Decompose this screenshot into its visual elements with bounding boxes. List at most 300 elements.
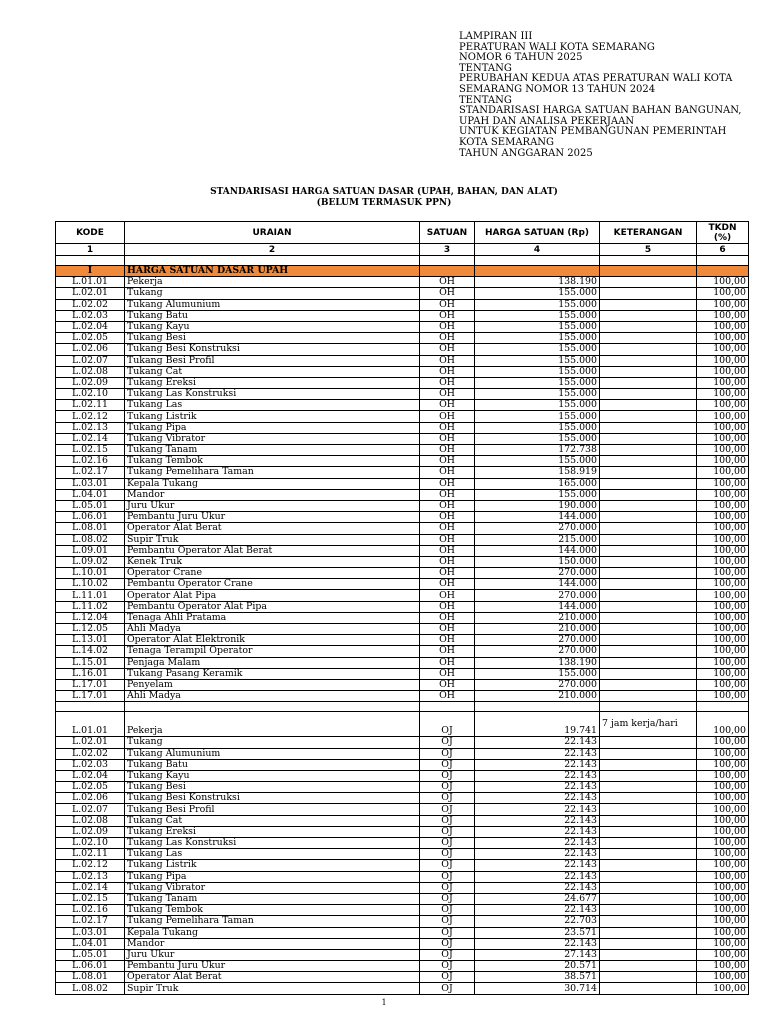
cell-keterangan bbox=[600, 377, 697, 388]
cell-satuan: OH bbox=[420, 512, 475, 523]
cell-kode: L.02.08 bbox=[56, 815, 125, 826]
cell-kode: L.05.01 bbox=[56, 500, 125, 511]
document-title bbox=[0, 187, 768, 209]
cell-satuan: OJ bbox=[420, 838, 475, 849]
cell-satuan: OH bbox=[420, 556, 475, 567]
table-header-row bbox=[56, 222, 749, 244]
cell-harga: 22.143 bbox=[475, 838, 600, 849]
cell-uraian: Penyelam bbox=[125, 679, 420, 690]
header-line: KOTA SEMARANG bbox=[459, 136, 555, 148]
cell-keterangan bbox=[600, 467, 697, 478]
cell-uraian: Tukang Cat bbox=[125, 815, 420, 826]
cell-satuan: OH bbox=[420, 277, 475, 288]
table-row bbox=[56, 815, 749, 826]
cell-harga: 210.000 bbox=[475, 624, 600, 635]
cell-harga: 22.143 bbox=[475, 737, 600, 748]
cell-keterangan bbox=[600, 333, 697, 344]
cell-uraian: Tukang Pasang Keramik bbox=[125, 668, 420, 679]
cell-tkdn: 100,00 bbox=[697, 467, 749, 478]
table-row bbox=[56, 793, 749, 804]
cell-keterangan bbox=[600, 860, 697, 871]
cell-keterangan bbox=[600, 893, 697, 904]
cell-kode: L.05.01 bbox=[56, 949, 125, 960]
cell-kode: L.11.01 bbox=[56, 590, 125, 601]
table-row bbox=[56, 310, 749, 321]
header-line: NOMOR 6 TAHUN 2025 bbox=[459, 52, 583, 64]
cell-kode: L.02.13 bbox=[56, 422, 125, 433]
cell-uraian: Mandor bbox=[125, 489, 420, 500]
table-row bbox=[56, 624, 749, 635]
table-row bbox=[56, 748, 749, 759]
cell-harga: 155.000 bbox=[475, 422, 600, 433]
cell-keterangan bbox=[600, 500, 697, 511]
cell-kode: L.10.01 bbox=[56, 568, 125, 579]
cell-harga: 144.000 bbox=[475, 601, 600, 612]
cell-tkdn: 100,00 bbox=[697, 983, 749, 994]
spacer-row bbox=[56, 702, 749, 712]
cell-keterangan bbox=[600, 905, 697, 916]
cell-tkdn: 100,00 bbox=[697, 871, 749, 882]
cell-tkdn: 100,00 bbox=[697, 489, 749, 500]
cell-tkdn: 100,00 bbox=[697, 456, 749, 467]
cell-tkdn: 100,00 bbox=[697, 815, 749, 826]
table-row bbox=[56, 905, 749, 916]
cell-keterangan bbox=[600, 759, 697, 770]
cell-kode: L.03.01 bbox=[56, 927, 125, 938]
table-row bbox=[56, 635, 749, 646]
cell-harga: 22.143 bbox=[475, 793, 600, 804]
cell-kode: L.02.17 bbox=[56, 916, 125, 927]
table-row bbox=[56, 972, 749, 983]
cell-satuan: OJ bbox=[420, 905, 475, 916]
cell-kode: L.09.01 bbox=[56, 545, 125, 556]
col-header-harga: HARGA SATUAN (Rp) bbox=[475, 222, 600, 244]
cell-harga: 22.143 bbox=[475, 826, 600, 837]
cell-keterangan bbox=[600, 545, 697, 556]
cell-tkdn: 100,00 bbox=[697, 612, 749, 623]
cell-harga: 22.143 bbox=[475, 804, 600, 815]
cell-keterangan: 7 jam kerja/hari bbox=[600, 712, 697, 737]
col-header-uraian: URAIAN bbox=[125, 222, 420, 244]
cell-satuan: OH bbox=[420, 534, 475, 545]
cell-kode: L.10.02 bbox=[56, 579, 125, 590]
cell-uraian: Tukang Besi Profil bbox=[125, 355, 420, 366]
table-row bbox=[56, 556, 749, 567]
table-row bbox=[56, 299, 749, 310]
cell-keterangan bbox=[600, 737, 697, 748]
cell-uraian: Tukang Las Konstruksi bbox=[125, 389, 420, 400]
cell-kode: L.01.01 bbox=[56, 277, 125, 288]
cell-keterangan bbox=[600, 793, 697, 804]
cell-kode: L.02.06 bbox=[56, 793, 125, 804]
cell-kode: L.02.16 bbox=[56, 905, 125, 916]
table-row bbox=[56, 344, 749, 355]
cell-harga: 19.741 bbox=[475, 712, 600, 737]
cell-tkdn: 100,00 bbox=[697, 646, 749, 657]
cell-satuan: OJ bbox=[420, 860, 475, 871]
cell-satuan: OH bbox=[420, 366, 475, 377]
cell-uraian: Tukang Las bbox=[125, 849, 420, 860]
cell-tkdn: 100,00 bbox=[697, 737, 749, 748]
cell-uraian: Tukang Cat bbox=[125, 366, 420, 377]
cell-harga: 270.000 bbox=[475, 646, 600, 657]
cell-satuan: OH bbox=[420, 478, 475, 489]
cell-uraian: Operator Alat Elektronik bbox=[125, 635, 420, 646]
cell-harga: 155.000 bbox=[475, 321, 600, 332]
cell-harga: 22.143 bbox=[475, 905, 600, 916]
cell-uraian: Tukang Besi Konstruksi bbox=[125, 344, 420, 355]
table-row bbox=[56, 478, 749, 489]
cell-keterangan bbox=[600, 579, 697, 590]
cell-tkdn: 100,00 bbox=[697, 377, 749, 388]
title-line-2: (BELUM TERMASUK PPN) bbox=[316, 198, 452, 208]
cell-harga: 270.000 bbox=[475, 590, 600, 601]
cell-tkdn: 100,00 bbox=[697, 333, 749, 344]
cell-uraian: Tukang Pemelihara Taman bbox=[125, 467, 420, 478]
cell-kode: L.08.02 bbox=[56, 534, 125, 545]
table-row bbox=[56, 568, 749, 579]
cell-harga: 22.143 bbox=[475, 748, 600, 759]
cell-keterangan bbox=[600, 972, 697, 983]
table-row bbox=[56, 377, 749, 388]
cell-uraian: Pembantu Juru Ukur bbox=[125, 961, 420, 972]
cell-satuan: OH bbox=[420, 377, 475, 388]
cell-uraian: Tukang bbox=[125, 737, 420, 748]
table-row bbox=[56, 355, 749, 366]
cell-kode: L.06.01 bbox=[56, 512, 125, 523]
cell-harga: 155.000 bbox=[475, 377, 600, 388]
table-row bbox=[56, 489, 749, 500]
cell-harga: 22.703 bbox=[475, 916, 600, 927]
cell-uraian: Tukang Batu bbox=[125, 759, 420, 770]
cell-tkdn: 100,00 bbox=[697, 445, 749, 456]
table-row bbox=[56, 500, 749, 511]
cell-kode: L.04.01 bbox=[56, 938, 125, 949]
cell-harga: 22.143 bbox=[475, 882, 600, 893]
cell-harga: 22.143 bbox=[475, 815, 600, 826]
table-row bbox=[56, 366, 749, 377]
cell-tkdn: 100,00 bbox=[697, 601, 749, 612]
cell-tkdn: 100,00 bbox=[697, 556, 749, 567]
cell-harga: 215.000 bbox=[475, 534, 600, 545]
table-row bbox=[56, 590, 749, 601]
section-number: I bbox=[56, 266, 125, 277]
table-row bbox=[56, 456, 749, 467]
cell-harga: 155.000 bbox=[475, 489, 600, 500]
cell-harga: 22.143 bbox=[475, 938, 600, 949]
cell-keterangan bbox=[600, 534, 697, 545]
cell-kode: L.16.01 bbox=[56, 668, 125, 679]
cell-satuan: OH bbox=[420, 467, 475, 478]
cell-kode: L.04.01 bbox=[56, 489, 125, 500]
cell-harga: 155.000 bbox=[475, 433, 600, 444]
table-row bbox=[56, 523, 749, 534]
cell-kode: L.02.12 bbox=[56, 860, 125, 871]
table-row bbox=[56, 646, 749, 657]
cell-keterangan bbox=[600, 916, 697, 927]
cell-tkdn: 100,00 bbox=[697, 860, 749, 871]
cell-keterangan bbox=[600, 657, 697, 668]
cell-satuan: OJ bbox=[420, 815, 475, 826]
cell-kode: L.08.01 bbox=[56, 972, 125, 983]
cell-satuan: OH bbox=[420, 691, 475, 702]
cell-uraian: Operator Alat Berat bbox=[125, 972, 420, 983]
header-line: STANDARISASI HARGA SATUAN BAHAN BANGUNAN, bbox=[459, 105, 742, 117]
cell-harga: 155.000 bbox=[475, 288, 600, 299]
cell-uraian: Tukang Tembok bbox=[125, 456, 420, 467]
table-row bbox=[56, 389, 749, 400]
cell-uraian: Tenaga Terampil Operator bbox=[125, 646, 420, 657]
cell-tkdn: 100,00 bbox=[697, 478, 749, 489]
cell-kode: L.02.01 bbox=[56, 737, 125, 748]
cell-keterangan bbox=[600, 782, 697, 793]
cell-uraian: Tukang Besi Profil bbox=[125, 804, 420, 815]
cell-uraian: Pekerja bbox=[125, 277, 420, 288]
table-row bbox=[56, 759, 749, 770]
cell-harga: 155.000 bbox=[475, 355, 600, 366]
cell-tkdn: 100,00 bbox=[697, 770, 749, 781]
table-row bbox=[56, 893, 749, 904]
cell-harga: 30.714 bbox=[475, 983, 600, 994]
cell-kode: L.02.02 bbox=[56, 299, 125, 310]
cell-tkdn: 100,00 bbox=[697, 748, 749, 759]
cell-tkdn: 100,00 bbox=[697, 512, 749, 523]
cell-harga: 210.000 bbox=[475, 612, 600, 623]
table-row bbox=[56, 938, 749, 949]
cell-uraian: Ahli Madya bbox=[125, 624, 420, 635]
cell-tkdn: 100,00 bbox=[697, 411, 749, 422]
header-line: UPAH DAN ANALISA PEKERJAAN bbox=[459, 115, 635, 127]
cell-tkdn: 100,00 bbox=[697, 523, 749, 534]
cell-uraian: Tenaga Ahli Pratama bbox=[125, 612, 420, 623]
table-row bbox=[56, 916, 749, 927]
cell-satuan: OJ bbox=[420, 927, 475, 938]
cell-satuan: OJ bbox=[420, 804, 475, 815]
table-row bbox=[56, 612, 749, 623]
cell-uraian: Penjaga Malam bbox=[125, 657, 420, 668]
cell-harga: 210.000 bbox=[475, 691, 600, 702]
cell-uraian: Tukang Vibrator bbox=[125, 882, 420, 893]
cell-keterangan bbox=[600, 938, 697, 949]
cell-harga: 38.571 bbox=[475, 972, 600, 983]
cell-uraian: Tukang Batu bbox=[125, 310, 420, 321]
cell-satuan: OH bbox=[420, 400, 475, 411]
cell-keterangan bbox=[600, 691, 697, 702]
cell-keterangan bbox=[600, 815, 697, 826]
cell-satuan: OH bbox=[420, 288, 475, 299]
table-row bbox=[56, 860, 749, 871]
cell-satuan: OH bbox=[420, 422, 475, 433]
table-row bbox=[56, 321, 749, 332]
header-line: TENTANG bbox=[459, 94, 512, 106]
cell-harga: 155.000 bbox=[475, 366, 600, 377]
cell-kode: L.02.09 bbox=[56, 826, 125, 837]
cell-satuan: OH bbox=[420, 601, 475, 612]
col-number: 1 bbox=[56, 244, 125, 256]
cell-keterangan bbox=[600, 288, 697, 299]
cell-satuan: OJ bbox=[420, 849, 475, 860]
table-row bbox=[56, 804, 749, 815]
cell-uraian: Supir Truk bbox=[125, 534, 420, 545]
cell-keterangan bbox=[600, 366, 697, 377]
cell-satuan: OJ bbox=[420, 748, 475, 759]
cell-harga: 155.000 bbox=[475, 310, 600, 321]
document-header bbox=[459, 32, 741, 159]
cell-uraian: Tukang Vibrator bbox=[125, 433, 420, 444]
cell-uraian: Tukang bbox=[125, 288, 420, 299]
cell-satuan: OH bbox=[420, 433, 475, 444]
cell-harga: 22.143 bbox=[475, 849, 600, 860]
cell-satuan: OJ bbox=[420, 949, 475, 960]
cell-harga: 155.000 bbox=[475, 456, 600, 467]
cell-keterangan bbox=[600, 961, 697, 972]
cell-satuan: OH bbox=[420, 523, 475, 534]
cell-uraian: Operator Crane bbox=[125, 568, 420, 579]
table-row bbox=[56, 838, 749, 849]
cell-tkdn: 100,00 bbox=[697, 277, 749, 288]
cell-satuan: OJ bbox=[420, 826, 475, 837]
cell-tkdn: 100,00 bbox=[697, 366, 749, 377]
cell-keterangan bbox=[600, 523, 697, 534]
cell-tkdn: 100,00 bbox=[697, 433, 749, 444]
page-number: 1 bbox=[381, 998, 387, 1007]
cell-harga: 270.000 bbox=[475, 679, 600, 690]
cell-tkdn: 100,00 bbox=[697, 568, 749, 579]
cell-tkdn: 100,00 bbox=[697, 579, 749, 590]
cell-keterangan bbox=[600, 927, 697, 938]
cell-satuan: OH bbox=[420, 635, 475, 646]
cell-keterangan bbox=[600, 400, 697, 411]
cell-tkdn: 100,00 bbox=[697, 849, 749, 860]
cell-harga: 22.143 bbox=[475, 759, 600, 770]
cell-kode: L.02.15 bbox=[56, 445, 125, 456]
cell-keterangan bbox=[600, 838, 697, 849]
cell-keterangan bbox=[600, 355, 697, 366]
cell-keterangan bbox=[600, 411, 697, 422]
cell-keterangan bbox=[600, 804, 697, 815]
cell-harga: 144.000 bbox=[475, 545, 600, 556]
cell-harga: 172.738 bbox=[475, 445, 600, 456]
cell-satuan: OH bbox=[420, 590, 475, 601]
col-number: 2 bbox=[125, 244, 420, 256]
col-number: 5 bbox=[600, 244, 697, 256]
cell-kode: L.14.02 bbox=[56, 646, 125, 657]
cell-satuan: OJ bbox=[420, 893, 475, 904]
cell-uraian: Tukang Pipa bbox=[125, 422, 420, 433]
cell-uraian: Tukang Besi bbox=[125, 782, 420, 793]
cell-satuan: OJ bbox=[420, 916, 475, 927]
cell-uraian: Supir Truk bbox=[125, 983, 420, 994]
cell-kode: L.06.01 bbox=[56, 961, 125, 972]
cell-keterangan bbox=[600, 321, 697, 332]
cell-keterangan bbox=[600, 422, 697, 433]
cell-harga: 155.000 bbox=[475, 411, 600, 422]
col-header-kode: KODE bbox=[56, 222, 125, 244]
cell-tkdn: 100,00 bbox=[697, 534, 749, 545]
cell-harga: 155.000 bbox=[475, 668, 600, 679]
cell-tkdn: 100,00 bbox=[697, 344, 749, 355]
table-row bbox=[56, 601, 749, 612]
cell-kode: L.01.01 bbox=[56, 712, 125, 737]
table-row bbox=[56, 961, 749, 972]
cell-harga: 22.143 bbox=[475, 782, 600, 793]
cell-kode: L.02.09 bbox=[56, 377, 125, 388]
cell-satuan: OH bbox=[420, 333, 475, 344]
table-row bbox=[56, 657, 749, 668]
cell-uraian: Tukang Besi bbox=[125, 333, 420, 344]
table-row bbox=[56, 288, 749, 299]
cell-kode: L.08.01 bbox=[56, 523, 125, 534]
cell-uraian: Tukang Las bbox=[125, 400, 420, 411]
cell-kode: L.02.02 bbox=[56, 748, 125, 759]
cell-kode: L.02.12 bbox=[56, 411, 125, 422]
cell-satuan: OJ bbox=[420, 712, 475, 737]
cell-kode: L.02.01 bbox=[56, 288, 125, 299]
cell-tkdn: 100,00 bbox=[697, 804, 749, 815]
cell-kode: L.17.01 bbox=[56, 679, 125, 690]
cell-keterangan bbox=[600, 849, 697, 860]
table-row bbox=[56, 277, 749, 288]
cell-tkdn: 100,00 bbox=[697, 712, 749, 737]
cell-kode: L.02.07 bbox=[56, 804, 125, 815]
header-line: TAHUN ANGGARAN 2025 bbox=[459, 147, 593, 159]
cell-satuan: OH bbox=[420, 389, 475, 400]
cell-satuan: OH bbox=[420, 646, 475, 657]
table-row bbox=[56, 927, 749, 938]
cell-tkdn: 100,00 bbox=[697, 759, 749, 770]
cell-uraian: Tukang Kayu bbox=[125, 770, 420, 781]
cell-uraian: Ahli Madya bbox=[125, 691, 420, 702]
table-row bbox=[56, 433, 749, 444]
cell-kode: L.13.01 bbox=[56, 635, 125, 646]
table-row bbox=[56, 849, 749, 860]
cell-satuan: OJ bbox=[420, 737, 475, 748]
cell-harga: 155.000 bbox=[475, 400, 600, 411]
cell-harga: 144.000 bbox=[475, 579, 600, 590]
cell-satuan: OJ bbox=[420, 770, 475, 781]
cell-harga: 270.000 bbox=[475, 568, 600, 579]
cell-uraian: Tukang Listrik bbox=[125, 860, 420, 871]
cell-satuan: OH bbox=[420, 679, 475, 690]
cell-kode: L.02.10 bbox=[56, 389, 125, 400]
table-row bbox=[56, 712, 749, 737]
table-row bbox=[56, 882, 749, 893]
cell-harga: 144.000 bbox=[475, 512, 600, 523]
cell-tkdn: 100,00 bbox=[697, 422, 749, 433]
cell-harga: 138.190 bbox=[475, 277, 600, 288]
col-header-tkdn: TKDN (%) bbox=[697, 222, 749, 244]
cell-uraian: Tukang Listrik bbox=[125, 411, 420, 422]
cell-keterangan bbox=[600, 389, 697, 400]
cell-keterangan bbox=[600, 624, 697, 635]
cell-harga: 190.000 bbox=[475, 500, 600, 511]
cell-satuan: OH bbox=[420, 355, 475, 366]
cell-satuan: OJ bbox=[420, 882, 475, 893]
header-line: UNTUK KEGIATAN PEMBANGUNAN PEMERINTAH bbox=[459, 126, 727, 138]
cell-uraian: Tukang Tanam bbox=[125, 445, 420, 456]
cell-kode: L.02.06 bbox=[56, 344, 125, 355]
table-number-row bbox=[56, 244, 749, 256]
cell-satuan: OH bbox=[420, 299, 475, 310]
cell-harga: 138.190 bbox=[475, 657, 600, 668]
cell-satuan: OH bbox=[420, 668, 475, 679]
cell-satuan: OH bbox=[420, 568, 475, 579]
cell-keterangan bbox=[600, 310, 697, 321]
cell-tkdn: 100,00 bbox=[697, 321, 749, 332]
table-row bbox=[56, 770, 749, 781]
cell-keterangan bbox=[600, 826, 697, 837]
cell-kode: L.02.04 bbox=[56, 770, 125, 781]
